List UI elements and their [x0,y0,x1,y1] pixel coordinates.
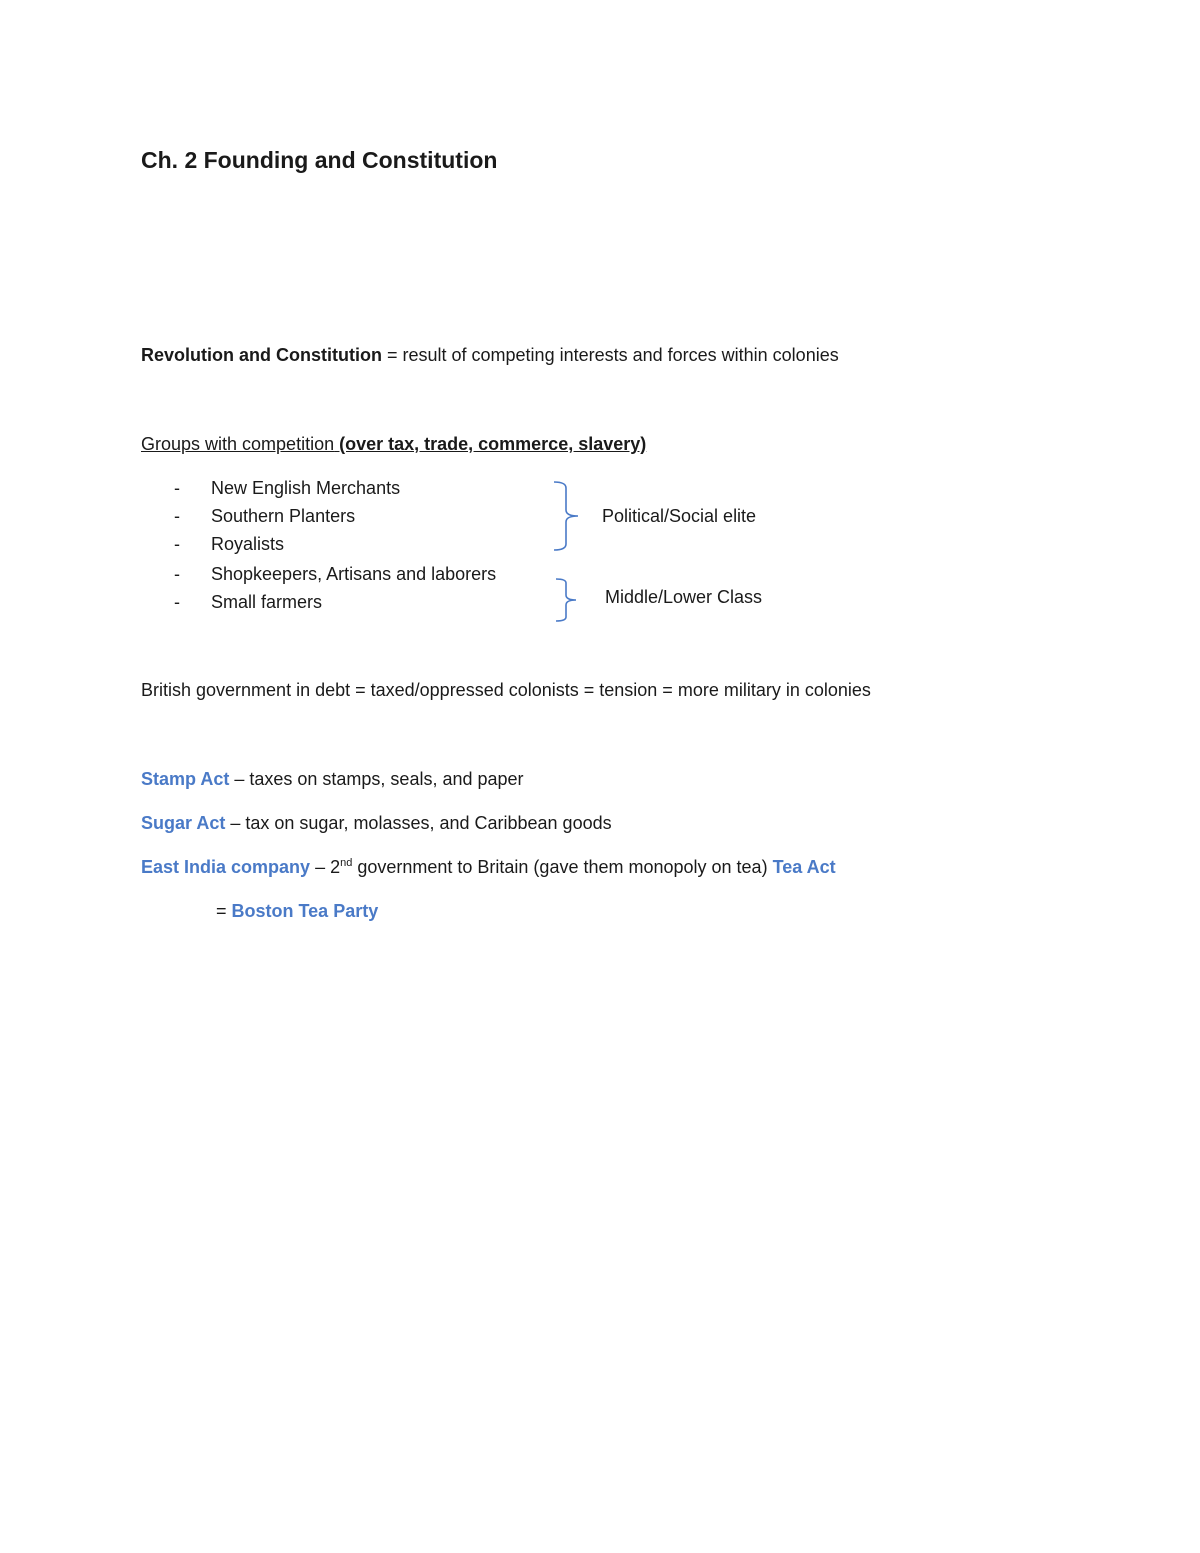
sugar-act-term: Sugar Act [141,813,226,833]
brace-label-elite: Political/Social elite [602,506,757,526]
bullet-dash: - [174,564,180,584]
stamp-act-desc: – taxes on stamps, seals, and paper [229,769,524,789]
list-item-label: Small farmers [211,592,323,612]
east-india-line [141,856,836,878]
boston-tea-party-term: Boston Tea Party [231,901,379,921]
list-item-label: New English Merchants [211,478,401,498]
right-brace-icon [554,577,584,623]
list-item-label: Southern Planters [211,506,356,526]
debt-line: British government in debt = taxed/oppressed colonists = tension = more military in colonies [141,680,871,700]
equals-sign: = [216,901,232,921]
intro-line [141,344,839,366]
intro-term: Revolution and Constitution [141,345,382,365]
bullet-dash: - [174,534,180,554]
groups-heading-line [141,433,646,455]
list-item [174,533,284,555]
ordinal-suffix: nd [340,857,353,869]
groups-heading-paren: (over tax, trade, commerce, slavery) [334,434,647,454]
tea-act-term: Tea Act [772,857,836,877]
east-india-dash: – 2 [310,857,341,877]
intro-rest: = result of competing interests and forces within colonies [381,345,839,365]
list-item-label: Shopkeepers, Artisans and laborers [211,564,497,584]
sugar-act-line [141,812,612,834]
stamp-act-line [141,768,524,790]
boston-tea-party-line [216,900,378,922]
east-india-desc: government to Britain (gave them monopoly on tea) [352,857,773,877]
bullet-dash: - [174,506,180,526]
brace-label-middle-lower: Middle/Lower Class [605,587,763,607]
right-brace-icon [550,480,586,552]
stamp-act-term: Stamp Act [141,769,230,789]
sugar-act-desc: – tax on sugar, molasses, and Caribbean goods [225,813,612,833]
bullet-dash: - [174,478,180,498]
list-item [174,563,496,585]
list-item [174,477,400,499]
list-item-label: Royalists [211,534,285,554]
list-item [174,591,322,613]
bullet-dash: - [174,592,180,612]
east-india-term: East India company [141,857,311,877]
groups-heading: Groups with competition [141,434,335,454]
list-item [174,505,355,527]
page-title: Ch. 2 Founding and Constitution [141,147,498,173]
